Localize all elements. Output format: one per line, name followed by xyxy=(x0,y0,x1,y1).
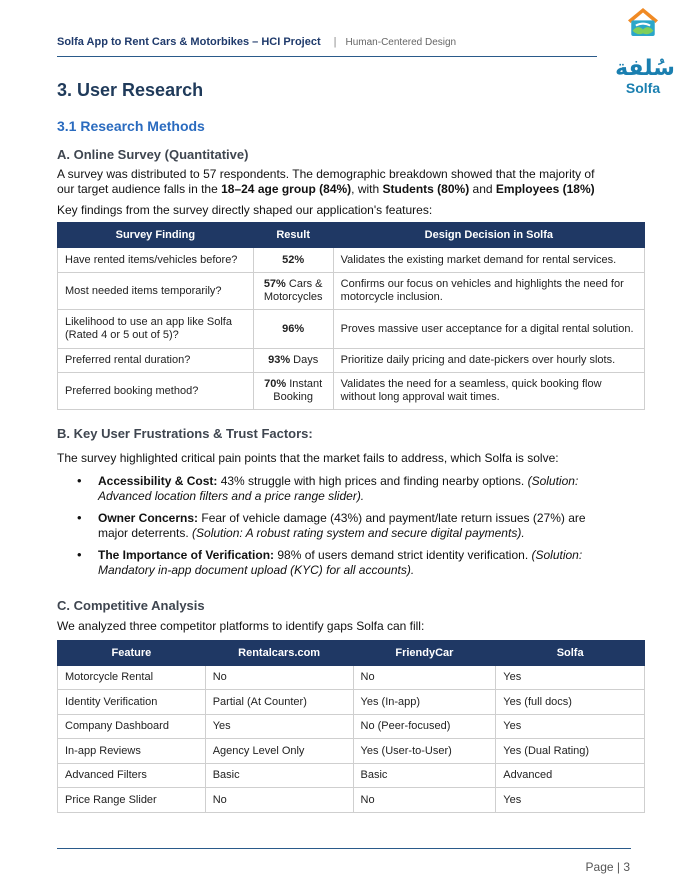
decision-cell: Validates the existing market demand for rental services. xyxy=(333,248,644,273)
table-cell: Advanced xyxy=(496,764,645,788)
list-item: • Accessibility & Cost: 43% struggle with high prices and finding nearby options. (Solution: Advanced location filters and a price range slider). xyxy=(77,473,579,503)
table-header-row xyxy=(58,641,645,666)
list-item: • The Importance of Verification: 98% of users demand strict identity verification. (Solution: Mandatory in-app document upload (KYC) for all accounts). xyxy=(77,547,583,577)
decision-cell: Proves massive user acceptance for a digital rental solution. xyxy=(333,310,644,349)
table-cell: No xyxy=(205,666,353,690)
survey-intro-text: , with xyxy=(351,181,383,196)
logo-arabic-wordmark: سُلفة xyxy=(615,56,675,81)
table-row xyxy=(58,715,645,739)
column-header: Solfa xyxy=(496,641,645,666)
competitive-heading: C. Competitive Analysis xyxy=(57,598,205,613)
bullet-icon: • xyxy=(77,547,82,562)
table-cell: Basic xyxy=(353,764,496,788)
decision-cell: Validates the need for a seamless, quick booking flow without long approval wait times. xyxy=(333,373,644,410)
result-cell: 96% xyxy=(253,310,333,349)
table-cell: Advanced Filters xyxy=(58,764,206,788)
table-cell: Agency Level Only xyxy=(205,739,353,764)
table-row xyxy=(58,788,645,813)
students-stat: Students (80%) xyxy=(382,181,470,196)
result-cell: 93% Days xyxy=(253,349,333,373)
table-header-row xyxy=(58,223,645,248)
table-row xyxy=(58,739,645,764)
survey-intro-text: our target audience falls in the xyxy=(57,181,222,196)
table-cell: Yes (In-app) xyxy=(353,690,496,715)
table-cell: Basic xyxy=(205,764,353,788)
column-header: Design Decision in Solfa xyxy=(333,223,644,248)
table-row xyxy=(58,273,645,310)
frustrations-heading: B. Key User Frustrations & Trust Factors: xyxy=(57,426,313,441)
result-cell: 52% xyxy=(253,248,333,273)
table-cell: Yes (Dual Rating) xyxy=(496,739,645,764)
bullet-icon: • xyxy=(77,510,82,525)
table-cell: In-app Reviews xyxy=(58,739,206,764)
table-cell: Yes xyxy=(205,715,353,739)
table-row xyxy=(58,690,645,715)
running-header xyxy=(57,36,597,56)
survey-heading: A. Online Survey (Quantitative) xyxy=(57,147,249,162)
survey-intro-line-1: A survey was distributed to 57 respondents. The demographic breakdown showed that the majority of xyxy=(57,167,595,181)
table-cell: Yes xyxy=(496,788,645,813)
project-title: Solfa App to Rent Cars & Motorbikes – HCI Project xyxy=(57,36,321,48)
table-cell: No xyxy=(353,666,496,690)
decision-cell: Confirms our focus on vehicles and highlights the need for motorcycle inclusion. xyxy=(333,273,644,310)
finding-cell: Likelihood to use an app like Solfa (Rated 4 or 5 out of 5)? xyxy=(58,310,254,349)
table-cell: No xyxy=(353,788,496,813)
section-title: 3. User Research xyxy=(57,80,204,100)
employees-stat: Employees (18%) xyxy=(495,181,595,196)
header-separator: | xyxy=(333,36,337,48)
table-cell: Identity Verification xyxy=(58,690,206,715)
table-cell: No xyxy=(205,788,353,813)
table-cell: Motorcycle Rental xyxy=(58,666,206,690)
footer-divider xyxy=(57,848,631,849)
result-cell: 70% Instant Booking xyxy=(253,373,333,410)
header-divider xyxy=(57,56,597,57)
column-header: Rentalcars.com xyxy=(205,641,353,666)
survey-intro xyxy=(57,167,637,196)
column-header: Feature xyxy=(58,641,206,666)
finding-cell: Have rented items/vehicles before? xyxy=(58,248,254,273)
logo-wordmark: Solfa xyxy=(625,80,661,96)
table-row xyxy=(58,764,645,788)
table-cell: No (Peer-focused) xyxy=(353,715,496,739)
table-cell: Yes xyxy=(496,666,645,690)
header-subtitle: Human-Centered Design xyxy=(345,37,457,48)
table-row xyxy=(58,310,645,349)
decision-cell: Prioritize daily pricing and date-pickers over hourly slots. xyxy=(333,349,644,373)
table-cell: Yes (full docs) xyxy=(496,690,645,715)
age-group-stat: 18–24 age group (84%) xyxy=(221,181,352,196)
table-cell: Price Range Slider xyxy=(58,788,206,813)
survey-intro-text: and xyxy=(469,181,496,196)
subsection-title: 3.1 Research Methods xyxy=(57,118,205,134)
bullet-icon: • xyxy=(77,473,82,488)
table-row xyxy=(58,373,645,410)
column-header: FriendyCar xyxy=(353,641,496,666)
frustrations-intro: The survey highlighted critical pain points that the market fails to address, which Solfa is solve: xyxy=(57,451,559,465)
page-number: Page | 3 xyxy=(585,860,630,874)
table-cell: Yes xyxy=(496,715,645,739)
finding-cell: Preferred rental duration? xyxy=(58,349,254,373)
table-row xyxy=(58,349,645,373)
table-cell: Yes (User-to-User) xyxy=(353,739,496,764)
competitive-table xyxy=(57,640,645,813)
table-cell: Partial (At Counter) xyxy=(205,690,353,715)
table-row xyxy=(58,666,645,690)
survey-findings-table xyxy=(57,222,645,410)
list-item: • Owner Concerns: Fear of vehicle damage (43%) and payment/late return issues (27%) are major deterrents. (Solution: A robust rating system and secure digital payments). xyxy=(77,510,586,540)
column-header: Survey Finding xyxy=(58,223,254,248)
frustrations-list xyxy=(57,474,617,585)
table-row xyxy=(58,248,645,273)
table-cell: Company Dashboard xyxy=(58,715,206,739)
competitive-intro: We analyzed three competitor platforms to identify gaps Solfa can fill: xyxy=(57,619,425,633)
finding-cell: Most needed items temporarily? xyxy=(58,273,254,310)
result-cell: 57% Cars & Motorcycles xyxy=(253,273,333,310)
findings-intro: Key findings from the survey directly shaped our application's features: xyxy=(57,203,433,217)
column-header: Result xyxy=(253,223,333,248)
finding-cell: Preferred booking method? xyxy=(58,373,254,410)
